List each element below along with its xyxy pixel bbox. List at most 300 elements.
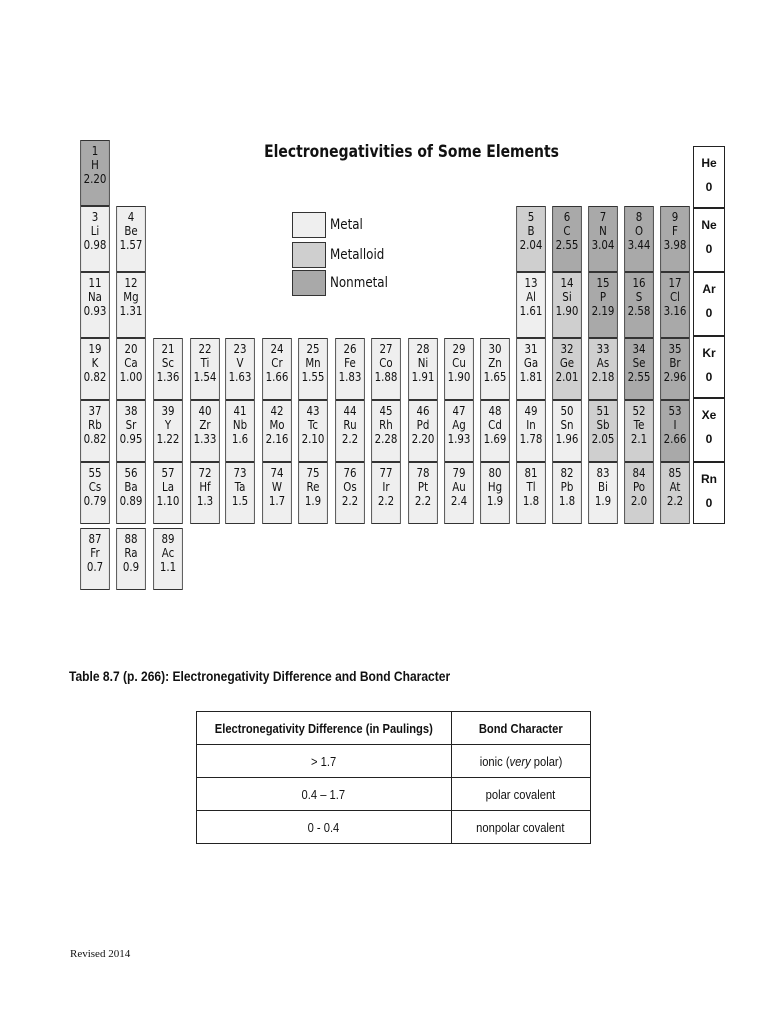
element-cell-ac bbox=[153, 528, 183, 590]
periodic-table-title: Electronegativities of Some Elements bbox=[264, 142, 559, 162]
element-symbol: Ra bbox=[124, 545, 138, 560]
element-symbol: Ni bbox=[417, 355, 429, 370]
atomic-number: 13 bbox=[524, 275, 538, 290]
legend-swatch-metal bbox=[292, 212, 326, 238]
atomic-number: 9 bbox=[671, 209, 679, 224]
element-cell-ge bbox=[552, 338, 582, 400]
atomic-number: 55 bbox=[88, 465, 102, 480]
electronegativity-value: 1.63 bbox=[228, 369, 252, 384]
atomic-number: 37 bbox=[88, 403, 102, 418]
element-symbol: C bbox=[563, 223, 571, 238]
atomic-number: 14 bbox=[560, 275, 574, 290]
element-cell-ru bbox=[335, 400, 365, 462]
electronegativity-value: 2.2 bbox=[341, 431, 359, 446]
element-symbol: Ca bbox=[124, 355, 138, 370]
atomic-number: 53 bbox=[668, 403, 682, 418]
electronegativity-value: 1.83 bbox=[338, 369, 362, 384]
element-cell-ta bbox=[225, 462, 255, 524]
element-symbol: Nb bbox=[232, 417, 248, 432]
atomic-number: 31 bbox=[524, 341, 538, 356]
element-symbol: Mg bbox=[123, 289, 139, 304]
element-symbol: Y bbox=[164, 417, 172, 432]
element-cell-ra bbox=[116, 528, 146, 590]
element-symbol: Ag bbox=[452, 417, 466, 432]
element-cell-w bbox=[262, 462, 292, 524]
element-symbol: Cr bbox=[271, 355, 283, 370]
element-cell-k bbox=[80, 338, 110, 400]
electronegativity-value: 1.7 bbox=[268, 493, 286, 508]
electronegativity-value: 1.88 bbox=[374, 369, 398, 384]
revised-note: Revised 2014 bbox=[70, 948, 131, 960]
electronegativity-value: 1.90 bbox=[447, 369, 471, 384]
element-symbol: Fr bbox=[90, 545, 100, 560]
legend-metal bbox=[292, 212, 369, 238]
bond-character-cell: polar covalent bbox=[451, 778, 590, 811]
atomic-number: 15 bbox=[596, 275, 610, 290]
element-cell-zr bbox=[190, 400, 220, 462]
element-cell-hf bbox=[190, 462, 220, 524]
electronegativity-value: 2.18 bbox=[591, 369, 615, 384]
atomic-number: 3 bbox=[91, 209, 99, 224]
electronegativity-value: 1.96 bbox=[555, 431, 579, 446]
element-symbol: Cu bbox=[452, 355, 466, 370]
element-cell-te bbox=[624, 400, 654, 462]
element-symbol: Kr bbox=[702, 346, 716, 360]
electronegativity-value: 3.98 bbox=[663, 237, 687, 252]
element-symbol: Cs bbox=[88, 479, 102, 494]
element-cell-ca bbox=[116, 338, 146, 400]
electronegativity-value: 2.16 bbox=[265, 431, 289, 446]
electronegativity-value: 1.55 bbox=[301, 369, 325, 384]
element-cell-c bbox=[552, 206, 582, 272]
electronegativity-value: 0.7 bbox=[86, 559, 104, 574]
element-cell-ni bbox=[408, 338, 438, 400]
element-symbol: N bbox=[599, 223, 607, 238]
en-difference-cell: 0.4 – 1.7 bbox=[197, 778, 452, 811]
element-cell-ir bbox=[371, 462, 401, 524]
electronegativity-value: 0.89 bbox=[119, 493, 143, 508]
electronegativity-value: 1.81 bbox=[519, 369, 543, 384]
legend-swatch-nonmetal bbox=[292, 270, 326, 296]
element-cell-se bbox=[624, 338, 654, 400]
electronegativity-value: 1.69 bbox=[483, 431, 507, 446]
element-cell-y bbox=[153, 400, 183, 462]
electronegativity-value: 1.6 bbox=[231, 431, 249, 446]
atomic-number: 56 bbox=[124, 465, 138, 480]
element-cell-rh bbox=[371, 400, 401, 462]
element-symbol: Zn bbox=[488, 355, 502, 370]
electronegativity-value: 1.9 bbox=[304, 493, 322, 508]
element-symbol: Au bbox=[452, 479, 466, 494]
element-symbol: As bbox=[596, 355, 610, 370]
element-symbol: Tc bbox=[307, 417, 319, 432]
atomic-number: 39 bbox=[161, 403, 175, 418]
element-symbol: Ac bbox=[161, 545, 175, 560]
atomic-number: 44 bbox=[343, 403, 357, 418]
atomic-number: 11 bbox=[88, 275, 102, 290]
atomic-number: 73 bbox=[233, 465, 247, 480]
element-symbol: Si bbox=[562, 289, 572, 304]
atomic-number: 26 bbox=[343, 341, 357, 356]
atomic-number: 77 bbox=[379, 465, 393, 480]
element-symbol: Rh bbox=[379, 417, 393, 432]
electronegativity-value: 2.58 bbox=[627, 303, 651, 318]
legend-label-metalloid: Metalloid bbox=[330, 247, 385, 263]
element-cell-ga bbox=[516, 338, 546, 400]
atomic-number: 7 bbox=[599, 209, 607, 224]
electronegativity-value: 2.28 bbox=[374, 431, 398, 446]
electronegativity-value: 1.5 bbox=[231, 493, 249, 508]
electronegativity-value: 0.9 bbox=[122, 559, 140, 574]
electronegativity-value: 1.3 bbox=[196, 493, 214, 508]
element-symbol: Xe bbox=[701, 408, 717, 422]
element-cell-as bbox=[588, 338, 618, 400]
element-cell-cr bbox=[262, 338, 292, 400]
atomic-number: 40 bbox=[198, 403, 212, 418]
element-cell-i bbox=[660, 400, 690, 462]
noble-gas-cell-kr bbox=[693, 336, 725, 398]
electronegativity-value: 1.8 bbox=[522, 493, 540, 508]
atomic-number: 41 bbox=[233, 403, 247, 418]
element-cell-na bbox=[80, 272, 110, 338]
element-cell-mg bbox=[116, 272, 146, 338]
atomic-number: 78 bbox=[416, 465, 430, 480]
atomic-number: 52 bbox=[632, 403, 646, 418]
legend-label-metal: Metal bbox=[330, 217, 363, 233]
table-row bbox=[197, 745, 591, 778]
noble-gas-cell-ne bbox=[693, 208, 725, 272]
atomic-number: 32 bbox=[560, 341, 574, 356]
element-cell-f bbox=[660, 206, 690, 272]
noble-gas-cell-he bbox=[693, 146, 725, 208]
element-cell-pd bbox=[408, 400, 438, 462]
atomic-number: 46 bbox=[416, 403, 430, 418]
element-cell-pt bbox=[408, 462, 438, 524]
element-symbol: Pb bbox=[560, 479, 574, 494]
electronegativity-value: 0.95 bbox=[119, 431, 143, 446]
element-symbol: Al bbox=[526, 289, 536, 304]
atomic-number: 43 bbox=[306, 403, 320, 418]
element-symbol: Be bbox=[124, 223, 138, 238]
atomic-number: 84 bbox=[632, 465, 646, 480]
electronegativity-value: 3.16 bbox=[663, 303, 687, 318]
electronegativity-value: 0 bbox=[705, 432, 713, 446]
electronegativity-value: 1.66 bbox=[265, 369, 289, 384]
element-cell-la bbox=[153, 462, 183, 524]
element-symbol: Ge bbox=[559, 355, 575, 370]
element-symbol: Li bbox=[90, 223, 100, 238]
element-cell-tl bbox=[516, 462, 546, 524]
element-cell-fe bbox=[335, 338, 365, 400]
element-cell-nb bbox=[225, 400, 255, 462]
electronegativity-value: 2.05 bbox=[591, 431, 615, 446]
table-row bbox=[197, 778, 591, 811]
element-symbol: Tl bbox=[526, 479, 536, 494]
electronegativity-value: 1.9 bbox=[486, 493, 504, 508]
element-cell-ti bbox=[190, 338, 220, 400]
electronegativity-value: 2.2 bbox=[377, 493, 395, 508]
element-cell-mo bbox=[262, 400, 292, 462]
electronegativity-value: 0 bbox=[705, 496, 713, 510]
legend-swatch-metalloid bbox=[292, 242, 326, 268]
electronegativity-value: 0.79 bbox=[83, 493, 107, 508]
element-symbol: Hg bbox=[487, 479, 503, 494]
element-cell-si bbox=[552, 272, 582, 338]
electronegativity-value: 1.78 bbox=[519, 431, 543, 446]
atomic-number: 38 bbox=[124, 403, 138, 418]
electronegativity-value: 2.20 bbox=[83, 171, 107, 186]
electronegativity-value: 1.31 bbox=[119, 303, 143, 318]
atomic-number: 79 bbox=[452, 465, 466, 480]
electronegativity-value: 2.96 bbox=[663, 369, 687, 384]
element-symbol: Pd bbox=[416, 417, 430, 432]
element-symbol: Sr bbox=[125, 417, 137, 432]
element-symbol: Os bbox=[343, 479, 357, 494]
table-row bbox=[197, 811, 591, 844]
atomic-number: 16 bbox=[632, 275, 646, 290]
element-cell-cu bbox=[444, 338, 474, 400]
element-cell-li bbox=[80, 206, 110, 272]
element-cell-pb bbox=[552, 462, 582, 524]
electronegativity-value: 0.93 bbox=[83, 303, 107, 318]
atomic-number: 82 bbox=[560, 465, 574, 480]
atomic-number: 19 bbox=[88, 341, 102, 356]
electronegativity-value: 2.2 bbox=[341, 493, 359, 508]
element-cell-n bbox=[588, 206, 618, 272]
atomic-number: 45 bbox=[379, 403, 393, 418]
element-cell-mn bbox=[298, 338, 328, 400]
element-symbol: P bbox=[599, 289, 607, 304]
legend-nonmetal bbox=[292, 270, 398, 296]
element-cell-po bbox=[624, 462, 654, 524]
electronegativity-value: 1.22 bbox=[156, 431, 180, 446]
table-header-row bbox=[197, 712, 591, 745]
element-symbol: Cl bbox=[669, 289, 680, 304]
atomic-number: 17 bbox=[668, 275, 682, 290]
electronegativity-value: 0 bbox=[705, 370, 713, 384]
element-cell-sn bbox=[552, 400, 582, 462]
electronegativity-value: 0.82 bbox=[83, 369, 107, 384]
atomic-number: 72 bbox=[198, 465, 212, 480]
element-symbol: Fe bbox=[344, 355, 356, 370]
element-symbol: Br bbox=[669, 355, 681, 370]
element-cell-h bbox=[80, 140, 110, 206]
electronegativity-value: 2.4 bbox=[450, 493, 468, 508]
electronegativity-value: 2.55 bbox=[627, 369, 651, 384]
electronegativity-value: 2.55 bbox=[555, 237, 579, 252]
element-cell-br bbox=[660, 338, 690, 400]
electronegativity-value: 1.10 bbox=[156, 493, 180, 508]
electronegativity-value: 2.2 bbox=[666, 493, 684, 508]
bond-character-table bbox=[196, 711, 591, 844]
electronegativity-value: 0 bbox=[705, 180, 713, 194]
electronegativity-value: 0.98 bbox=[83, 237, 107, 252]
atomic-number: 29 bbox=[452, 341, 466, 356]
atomic-number: 47 bbox=[452, 403, 466, 418]
atomic-number: 5 bbox=[527, 209, 535, 224]
atomic-number: 74 bbox=[270, 465, 284, 480]
element-symbol: H bbox=[91, 157, 99, 172]
header-bond-character: Bond Character bbox=[451, 712, 590, 745]
element-symbol: Ba bbox=[124, 479, 138, 494]
electronegativity-value: 1.57 bbox=[119, 237, 143, 252]
atomic-number: 24 bbox=[270, 341, 284, 356]
element-cell-zn bbox=[480, 338, 510, 400]
element-cell-b bbox=[516, 206, 546, 272]
electronegativity-value: 1.9 bbox=[594, 493, 612, 508]
atomic-number: 35 bbox=[668, 341, 682, 356]
element-cell-at bbox=[660, 462, 690, 524]
element-symbol: Zr bbox=[199, 417, 211, 432]
electronegativity-value: 2.04 bbox=[519, 237, 543, 252]
electronegativity-value: 1.1 bbox=[159, 559, 177, 574]
element-symbol: Rb bbox=[88, 417, 102, 432]
atomic-number: 30 bbox=[488, 341, 502, 356]
element-symbol: Mn bbox=[305, 355, 321, 370]
element-cell-ba bbox=[116, 462, 146, 524]
atomic-number: 76 bbox=[343, 465, 357, 480]
electronegativity-value: 1.61 bbox=[519, 303, 543, 318]
element-symbol: Bi bbox=[598, 479, 608, 494]
legend-label-nonmetal: Nonmetal bbox=[330, 275, 388, 291]
element-symbol: Ga bbox=[523, 355, 539, 370]
element-symbol: S bbox=[635, 289, 643, 304]
atomic-number: 49 bbox=[524, 403, 538, 418]
electronegativity-value: 2.2 bbox=[414, 493, 432, 508]
electronegativity-value: 1.8 bbox=[558, 493, 576, 508]
element-symbol: Se bbox=[632, 355, 646, 370]
element-cell-sb bbox=[588, 400, 618, 462]
electronegativity-value: 1.33 bbox=[193, 431, 217, 446]
element-symbol: Ne bbox=[701, 218, 717, 232]
atomic-number: 87 bbox=[88, 531, 102, 546]
atomic-number: 81 bbox=[524, 465, 538, 480]
atomic-number: 8 bbox=[635, 209, 643, 224]
element-cell-ag bbox=[444, 400, 474, 462]
element-cell-be bbox=[116, 206, 146, 272]
atomic-number: 33 bbox=[596, 341, 610, 356]
atomic-number: 75 bbox=[306, 465, 320, 480]
element-symbol: Sc bbox=[161, 355, 175, 370]
atomic-number: 51 bbox=[596, 403, 610, 418]
element-cell-hg bbox=[480, 462, 510, 524]
element-symbol: La bbox=[162, 479, 174, 494]
element-cell-in bbox=[516, 400, 546, 462]
element-symbol: V bbox=[236, 355, 244, 370]
electronegativity-value: 2.1 bbox=[630, 431, 648, 446]
element-cell-al bbox=[516, 272, 546, 338]
element-symbol: Rn bbox=[701, 472, 717, 486]
atomic-number: 85 bbox=[668, 465, 682, 480]
element-cell-cd bbox=[480, 400, 510, 462]
element-cell-fr bbox=[80, 528, 110, 590]
element-symbol: Te bbox=[633, 417, 645, 432]
electronegativity-value: 1.54 bbox=[193, 369, 217, 384]
element-symbol: Co bbox=[379, 355, 393, 370]
electronegativity-value: 2.20 bbox=[411, 431, 435, 446]
element-symbol: Ru bbox=[343, 417, 357, 432]
element-cell-p bbox=[588, 272, 618, 338]
atomic-number: 89 bbox=[161, 531, 175, 546]
element-cell-au bbox=[444, 462, 474, 524]
atomic-number: 34 bbox=[632, 341, 646, 356]
en-difference-cell: 0 - 0.4 bbox=[197, 811, 452, 844]
atomic-number: 21 bbox=[161, 341, 175, 356]
element-symbol: I bbox=[673, 417, 677, 432]
element-cell-re bbox=[298, 462, 328, 524]
electronegativity-value: 1.65 bbox=[483, 369, 507, 384]
electronegativity-value: 2.01 bbox=[555, 369, 579, 384]
element-symbol: Mo bbox=[269, 417, 285, 432]
noble-gas-cell-rn bbox=[693, 462, 725, 524]
atomic-number: 28 bbox=[416, 341, 430, 356]
electronegativity-value: 1.93 bbox=[447, 431, 471, 446]
atomic-number: 83 bbox=[596, 465, 610, 480]
atomic-number: 12 bbox=[124, 275, 138, 290]
element-symbol: Re bbox=[306, 479, 320, 494]
atomic-number: 23 bbox=[233, 341, 247, 356]
electronegativity-value: 0 bbox=[705, 306, 713, 320]
element-symbol: Hf bbox=[199, 479, 211, 494]
noble-gas-cell-xe bbox=[693, 398, 725, 462]
element-symbol: Na bbox=[88, 289, 102, 304]
element-cell-rb bbox=[80, 400, 110, 462]
element-cell-bi bbox=[588, 462, 618, 524]
atomic-number: 4 bbox=[127, 209, 135, 224]
atomic-number: 42 bbox=[270, 403, 284, 418]
element-cell-cl bbox=[660, 272, 690, 338]
header-en-difference: Electronegativity Difference (in Paulings) bbox=[197, 712, 452, 745]
noble-gas-cell-ar bbox=[693, 272, 725, 336]
element-symbol: F bbox=[672, 223, 678, 238]
element-symbol: Ti bbox=[200, 355, 210, 370]
element-cell-sc bbox=[153, 338, 183, 400]
electronegativity-value: 2.0 bbox=[630, 493, 648, 508]
bond-character-cell: ionic (very polar) bbox=[451, 745, 590, 778]
electronegativity-value: 0.82 bbox=[83, 431, 107, 446]
element-cell-v bbox=[225, 338, 255, 400]
element-cell-sr bbox=[116, 400, 146, 462]
element-symbol: Sb bbox=[596, 417, 610, 432]
electronegativity-value: 1.90 bbox=[555, 303, 579, 318]
electronegativity-value: 1.91 bbox=[411, 369, 435, 384]
element-cell-os bbox=[335, 462, 365, 524]
element-symbol: Sn bbox=[560, 417, 574, 432]
element-symbol: O bbox=[634, 223, 644, 238]
element-symbol: He bbox=[701, 156, 717, 170]
element-symbol: Ta bbox=[234, 479, 246, 494]
element-cell-cs bbox=[80, 462, 110, 524]
electronegativity-value: 2.10 bbox=[301, 431, 325, 446]
atomic-number: 6 bbox=[563, 209, 571, 224]
element-cell-tc bbox=[298, 400, 328, 462]
atomic-number: 88 bbox=[124, 531, 138, 546]
element-symbol: Cd bbox=[488, 417, 502, 432]
element-symbol: Ar bbox=[702, 282, 716, 296]
electronegativity-value: 3.44 bbox=[627, 237, 651, 252]
atomic-number: 50 bbox=[560, 403, 574, 418]
atomic-number: 22 bbox=[198, 341, 212, 356]
atomic-number: 27 bbox=[379, 341, 393, 356]
bond-table-caption: Table 8.7 (p. 266): Electronegativity Difference and Bond Character bbox=[69, 668, 451, 684]
element-cell-o bbox=[624, 206, 654, 272]
atomic-number: 80 bbox=[488, 465, 502, 480]
bond-character-cell: nonpolar covalent bbox=[451, 811, 590, 844]
en-difference-cell: > 1.7 bbox=[197, 745, 452, 778]
element-symbol: Po bbox=[632, 479, 646, 494]
legend-metalloid bbox=[292, 242, 394, 268]
electronegativity-value: 0 bbox=[705, 242, 713, 256]
